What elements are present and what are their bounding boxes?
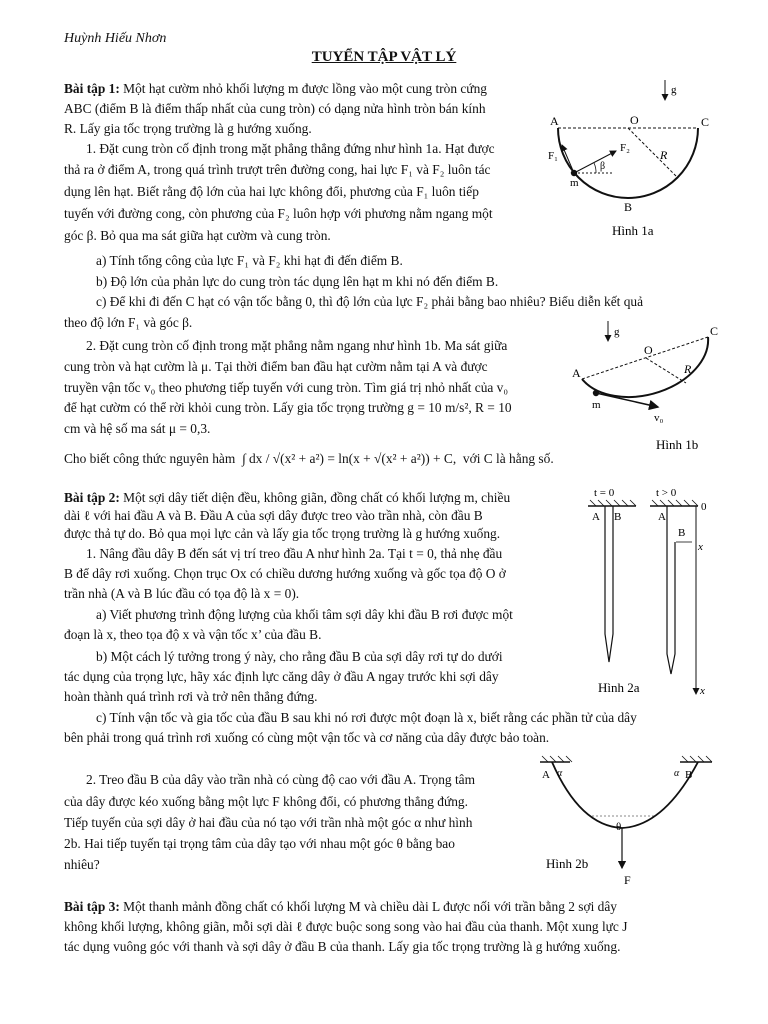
label-b-2b: B bbox=[685, 769, 693, 781]
ex2-p1-line: trần nhà (A và B lúc đầu có tọa độ là x = 0). bbox=[64, 586, 300, 601]
figure-1b bbox=[568, 317, 748, 457]
label-x-mark: x bbox=[698, 541, 703, 553]
ex1-p1-line: dụng lên hạt. Biết rằng độ lớn của hai lực không đổi, phương của F₁ luôn tiếp bbox=[64, 184, 479, 199]
ex3-text: Một thanh mảnh đồng chất có khối lượng M và chiều dài L được nối với trần bằng 2 sợi dây bbox=[119, 899, 617, 914]
label-t1: t > 0 bbox=[656, 487, 677, 499]
label-o-1b: O bbox=[644, 343, 653, 357]
ex2-question-b-cont: tác dụng của trọng lực, hãy xác định lực căng dây ở đầu A ngay trước khi sợi dây bbox=[64, 669, 499, 684]
figure-2b bbox=[540, 756, 740, 896]
formula-tail: với C là hằng số. bbox=[462, 451, 554, 466]
ex2-line-1 bbox=[64, 489, 510, 507]
label-a-1b: A bbox=[572, 366, 581, 380]
label-m-1b: m bbox=[592, 399, 601, 411]
ex1-p2-line: 2. Đặt cung tròn cố định trong mặt phẳng nằm ngang như hình 1b. Ma sát giữa bbox=[86, 338, 508, 353]
formula-line bbox=[64, 450, 554, 468]
ex1-label: Bài tập 1: bbox=[64, 81, 120, 96]
radius-line bbox=[628, 128, 676, 176]
ex2-question-c-cont: bên phải trong quá trình rơi xuống có cùng một vận tốc và cơ năng của dây được bảo toàn. bbox=[64, 730, 550, 745]
caption-1b: Hình 1b bbox=[656, 437, 699, 452]
ex3-line-3: tác dụng vuông góc với thanh và sợi dây ở đầu B của thanh. Lấy gia tốc trọng trường là g hướng xuống. bbox=[64, 939, 621, 954]
radius-line-1b bbox=[646, 358, 686, 383]
caption-2a: Hình 2a bbox=[598, 680, 640, 695]
ex1-p2-line: cm và hệ số ma sát μ = 0,3. bbox=[64, 421, 211, 436]
ex1-line-3: R. Lấy gia tốc trọng trường là g hướng xuống. bbox=[64, 121, 312, 136]
label-a-2b: A bbox=[542, 769, 550, 781]
ex2-p1-line: B để dây rơi xuống. Chọn trục Ox có chiều dương hướng xuống và gốc tọa độ O ở bbox=[64, 566, 506, 581]
label-b-2a: B bbox=[614, 511, 622, 523]
label-b: B bbox=[624, 200, 633, 214]
ex3-line-2: không khối lượng, không giãn, mỗi sợi dài ℓ được buộc song song vào hai đầu của thanh. Một xung lực J bbox=[64, 919, 628, 934]
ex1-question-c-cont: theo độ lớn F₁ và góc β. bbox=[64, 315, 193, 330]
label-f2: F₂ bbox=[620, 142, 630, 154]
caption-2b: Hình 2b bbox=[546, 856, 589, 871]
ex1-p1-line: thả ra ở điểm A, trong quá trình trượt trên đường cong, hai lực F₁ và F₂ luôn tác bbox=[64, 162, 491, 177]
label-beta: β bbox=[600, 161, 606, 172]
folded-rope-t0 bbox=[605, 506, 613, 662]
ex2-p2-line: Tiếp tuyến của sợi dây ở hai đầu của nó tạo với trần nhà một góc α như hình bbox=[64, 815, 473, 830]
force-f2-arrow bbox=[574, 151, 616, 173]
label-c-1b: C bbox=[710, 324, 719, 338]
beta-arc bbox=[594, 163, 596, 173]
ex3-label: Bài tập 3: bbox=[64, 899, 120, 914]
ceiling-hatch-2b bbox=[542, 756, 712, 762]
label-g-1b: g bbox=[614, 326, 620, 338]
ex2-p2-line: của dây được kéo xuống bằng một lực F không đổi, có phương thẳng đứng. bbox=[64, 794, 468, 809]
author-name: Huỳnh Hiếu Nhơn bbox=[64, 31, 167, 46]
ex1-line-2: ABC (điểm B là điểm thấp nhất của cung tròn) có dạng nửa hình tròn bán kính bbox=[64, 101, 486, 116]
ex1-p1-line: 1. Đặt cung tròn cố định trong mặt phẳng thẳng đứng như hình 1a. Hạt được bbox=[86, 141, 495, 156]
label-v0: v₀ bbox=[654, 412, 664, 424]
ex2-label: Bài tập 2: bbox=[64, 490, 120, 505]
ex2-line-2: dài ℓ với hai đầu A và B. Đầu A của sợi dây được treo vào trần nhà, còn đầu B bbox=[64, 508, 483, 523]
ceiling-hatch bbox=[590, 500, 698, 506]
page-title: TUYỂN TẬP VẬT LÝ bbox=[311, 49, 457, 65]
label-axis-x: x bbox=[700, 685, 705, 697]
ex2-line-3: được thả tự do. Bỏ qua mọi lực cản và lấy gia tốc trọng trường là g hướng xuống. bbox=[64, 526, 501, 541]
formula-intro: Cho biết công thức nguyên hàm bbox=[64, 451, 236, 466]
label-theta: θ bbox=[616, 821, 622, 833]
label-a-2a-right: A bbox=[658, 511, 666, 523]
ex2-question-c: c) Tính vận tốc và gia tốc của đầu B sau khi nó rơi được một đoạn là x, biết rằng các phần tử của dây bbox=[96, 710, 637, 725]
ex1-p2-line: cung tròn và hạt cườm là μ. Tại thời điểm ban đầu hạt cườm nằm tại A và được bbox=[64, 359, 488, 374]
ex2-p2-line: 2b. Hai tiếp tuyến tại trọng tâm của dây tạo với nhau một góc θ bằng bao bbox=[64, 836, 455, 851]
ex3-line-1 bbox=[64, 898, 617, 916]
label-r-1b: R bbox=[684, 362, 692, 376]
caption-1a: Hình 1a bbox=[612, 223, 654, 238]
label-alpha-b: α bbox=[674, 768, 680, 779]
label-f: F bbox=[624, 873, 631, 887]
ex1-p2-line: truyền vận tốc v₀ theo phương tiếp tuyến với cung tròn. Tìm giá trị nhỏ nhất của v₀ bbox=[64, 380, 509, 395]
ex1-question-a: a) Tính tổng công của lực F₁ và F₂ khi hạt đi đến điểm B. bbox=[96, 253, 403, 268]
label-o: O bbox=[630, 113, 639, 127]
integral-formula: ∫ dx / √(x² + a²) = ln(x + √(x² + a²)) + C, bbox=[241, 451, 457, 466]
label-r: R bbox=[660, 148, 668, 162]
ex1-p2-line: để hạt cườm có thể rời khỏi cung tròn. Lấy gia tốc trọng trường g = 10 m/s², R = 10 bbox=[64, 400, 512, 415]
ex1-text: Một hạt cườm nhỏ khối lượng m được lồng vào một cung tròn cứng bbox=[119, 81, 487, 96]
ex2-text: Một sợi dây tiết diện đều, không giãn, đồng chất có khối lượng m, chiều bbox=[119, 490, 511, 505]
ex1-p1-line: góc β. Bỏ qua ma sát giữa hạt cườm và cung tròn. bbox=[64, 228, 331, 243]
figure-2a bbox=[578, 484, 728, 704]
ex2-question-b-cont: hoàn thành quá trình rơi và trở nên thẳng đứng. bbox=[64, 689, 318, 704]
force-f1-arrow bbox=[562, 145, 574, 173]
figure-1a bbox=[540, 75, 730, 245]
ex1-question-b: b) Độ lớn của phản lực do cung tròn tác dụng lên hạt m khi nó đến điểm B. bbox=[96, 274, 499, 289]
label-alpha-a: α bbox=[557, 768, 563, 779]
label-f1: F₁ bbox=[548, 150, 558, 162]
ex2-question-a-cont: đoạn là x, theo tọa độ x và vận tốc x’ của đầu B. bbox=[64, 627, 322, 642]
label-c: C bbox=[701, 115, 710, 129]
ex2-p2-line: nhiêu? bbox=[64, 857, 100, 872]
ex2-p1-line: 1. Nâng đầu dây B đến sát vị trí treo đầu A như hình 2a. Tại t = 0, thả nhẹ đầu bbox=[86, 546, 503, 561]
ex1-line-1 bbox=[64, 80, 487, 98]
falling-rope bbox=[667, 506, 675, 674]
ex1-p1-line: tuyến với đường cong, còn phương của F₂ luôn hợp với phương nằm ngang một bbox=[64, 206, 493, 221]
label-b-2a-right: B bbox=[678, 527, 686, 539]
label-a-2a: A bbox=[592, 511, 600, 523]
ex2-question-b: b) Một cách lý tưởng trong ý này, cho rằng đầu B của sợi dây rơi tự do dưới bbox=[96, 649, 503, 664]
label-g: g bbox=[671, 84, 677, 96]
label-origin: 0 bbox=[701, 501, 707, 513]
semicircle-arc bbox=[558, 128, 698, 198]
ex2-question-a: a) Viết phương trình động lượng của khối tâm sợi dây khi đầu B rơi được một bbox=[96, 607, 513, 622]
label-m: m bbox=[570, 177, 579, 189]
label-t0: t = 0 bbox=[594, 487, 615, 499]
ex2-p2-line: 2. Treo đầu B của dây vào trần nhà có cùng độ cao với đầu A. Trọng tâm bbox=[86, 772, 476, 787]
label-a: A bbox=[550, 114, 559, 128]
ex1-question-c: c) Để khi đi đến C hạt có vận tốc bằng 0, thì độ lớn của lực F₂ phải bằng bao nhiêu? Biểu diễn kết quả bbox=[96, 294, 644, 309]
